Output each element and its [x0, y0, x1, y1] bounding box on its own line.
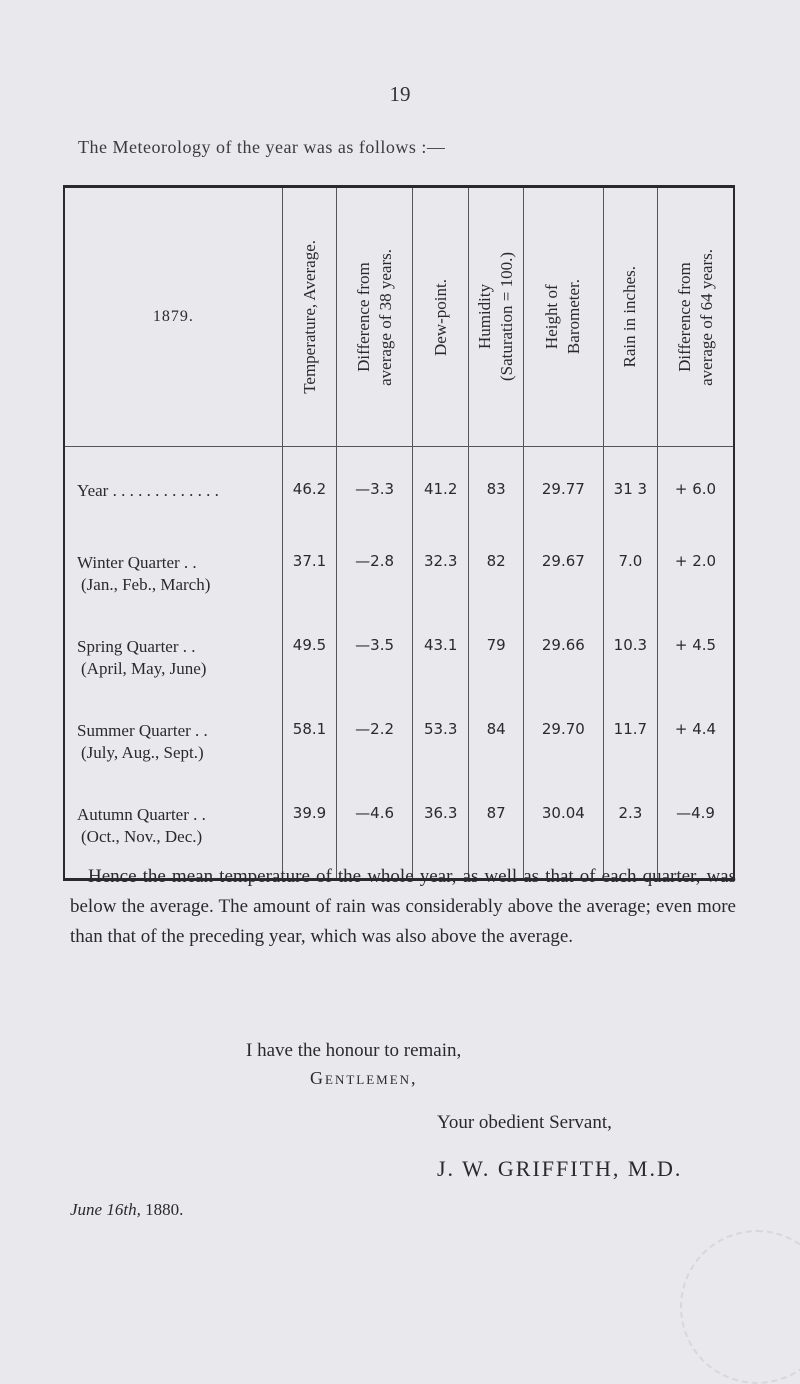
cell-temperature: 46.2 — [282, 447, 336, 537]
cell-rain: 31 3 — [603, 447, 657, 537]
date-line — [70, 1200, 183, 1220]
row-label: Spring Quarter . . (April, May, June) — [64, 620, 282, 704]
library-stamp — [680, 1230, 800, 1384]
cell-humidity: 82 — [469, 536, 524, 620]
table-row — [64, 447, 734, 537]
cell-dew-point: 36.3 — [413, 788, 469, 880]
summary-paragraph: Hence the mean temperature of the whole year, as well as that of each quarter, was below the average. The amount of rain was considerably above the average; even more than that of the preceding year, which was also above the average. — [70, 866, 736, 947]
intro-text: The Meteorology of the year was as follows :— — [78, 137, 446, 157]
cell-barometer: 29.67 — [523, 536, 603, 620]
cell-diff64: + 4.5 — [658, 620, 734, 704]
cell-humidity: 83 — [469, 447, 524, 537]
header-diff38: Difference from average of 38 years. — [337, 187, 413, 447]
salutation: Gentlemen, — [310, 1068, 418, 1088]
cell-diff38: —4.6 — [337, 788, 413, 880]
cell-diff64: + 2.0 — [658, 536, 734, 620]
cell-temperature: 49.5 — [282, 620, 336, 704]
cell-diff64: + 6.0 — [658, 447, 734, 537]
cell-rain: 2.3 — [603, 788, 657, 880]
table-row — [64, 704, 734, 788]
cell-dew-point: 32.3 — [413, 536, 469, 620]
cell-diff38: —2.8 — [337, 536, 413, 620]
table-header-row — [64, 187, 734, 447]
header-rain: Rain in inches. — [603, 187, 657, 447]
cell-barometer: 29.66 — [523, 620, 603, 704]
cell-diff38: —3.3 — [337, 447, 413, 537]
cell-barometer: 29.77 — [523, 447, 603, 537]
cell-humidity: 84 — [469, 704, 524, 788]
table-row — [64, 620, 734, 704]
cell-temperature: 39.9 — [282, 788, 336, 880]
cell-dew-point: 53.3 — [413, 704, 469, 788]
date-year: 1880. — [145, 1200, 184, 1219]
cell-diff64: + 4.4 — [658, 704, 734, 788]
cell-diff38: —2.2 — [337, 704, 413, 788]
closing-line: I have the honour to remain, — [246, 1040, 462, 1061]
cell-diff64: —4.9 — [658, 788, 734, 880]
cell-barometer: 29.70 — [523, 704, 603, 788]
row-label: Year . . . . . . . . . . . . . — [64, 447, 282, 537]
cell-barometer: 30.04 — [523, 788, 603, 880]
header-temperature: Temperature, Average. — [282, 187, 336, 447]
cell-humidity: 79 — [469, 620, 524, 704]
cell-dew-point: 43.1 — [413, 620, 469, 704]
cell-temperature: 58.1 — [282, 704, 336, 788]
header-year: 1879. — [64, 187, 282, 447]
row-label: Autumn Quarter . . (Oct., Nov., Dec.) — [64, 788, 282, 880]
cell-rain: 10.3 — [603, 620, 657, 704]
cell-humidity: 87 — [469, 788, 524, 880]
header-barometer: Height of Barometer. — [523, 187, 603, 447]
page-number: 19 — [389, 82, 411, 106]
header-dew-point: Dew-point. — [413, 187, 469, 447]
header-humidity: Humidity (Saturation = 100.) — [469, 187, 524, 447]
date-month-day: June 16th, — [70, 1200, 141, 1219]
valediction: Your obedient Servant, — [437, 1112, 612, 1133]
meteorology-table — [63, 185, 735, 881]
row-label: Summer Quarter . . (July, Aug., Sept.) — [64, 704, 282, 788]
row-label: Winter Quarter . . (Jan., Feb., March) — [64, 536, 282, 620]
signature-name: J. W. GRIFFITH, M.D. — [437, 1156, 683, 1181]
table-row — [64, 536, 734, 620]
cell-temperature: 37.1 — [282, 536, 336, 620]
cell-rain: 7.0 — [603, 536, 657, 620]
cell-diff38: —3.5 — [337, 620, 413, 704]
cell-dew-point: 41.2 — [413, 447, 469, 537]
cell-rain: 11.7 — [603, 704, 657, 788]
header-diff64: Difference from average of 64 years. — [658, 187, 734, 447]
